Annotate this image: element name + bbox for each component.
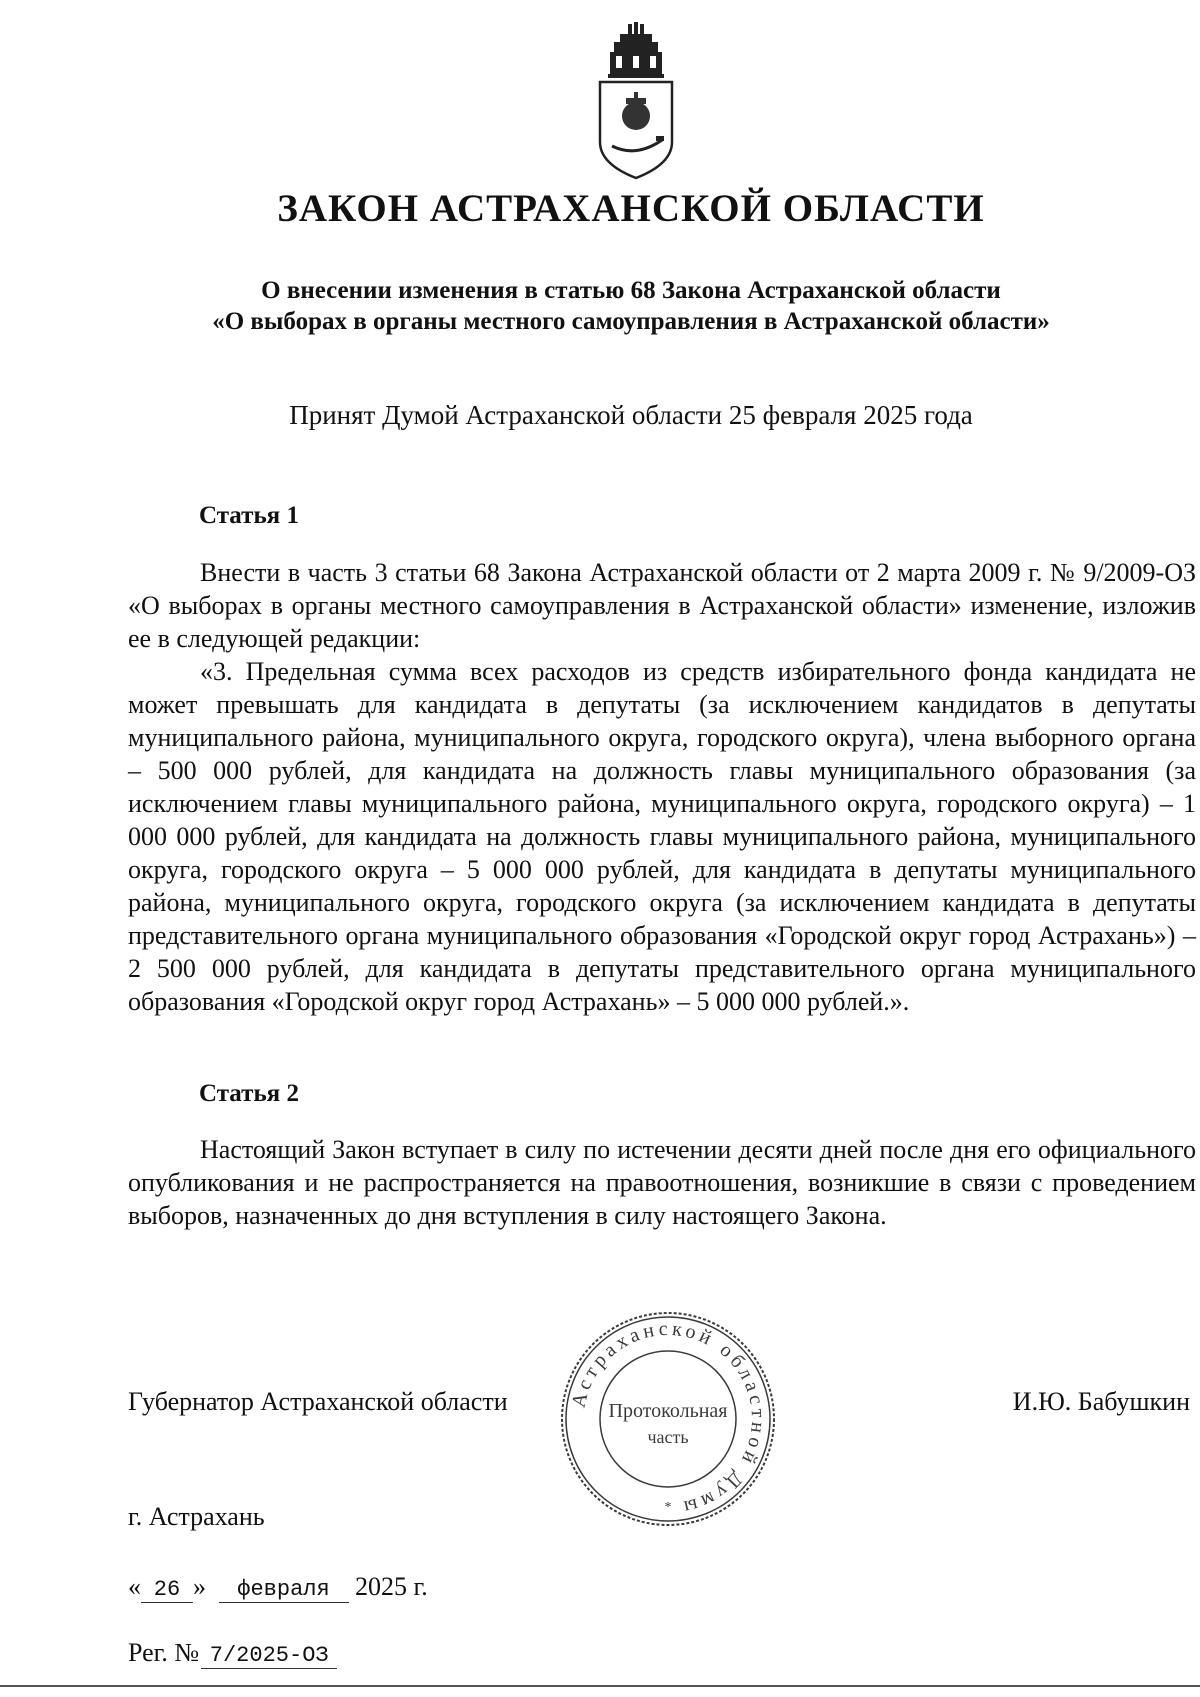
reg-number-value: 7/2025-ОЗ — [201, 1643, 337, 1669]
reg-label: Рег. № — [128, 1638, 200, 1667]
date-day: 26 — [141, 1577, 193, 1603]
registration-number — [128, 1638, 337, 1669]
article-2-heading: Статья 2 — [199, 1080, 299, 1107]
date-month: февраля — [219, 1577, 349, 1603]
governor-label: Губернатор Астраханской области — [128, 1387, 508, 1416]
stamp-center-line-1: Протокольная — [608, 1400, 728, 1422]
page-bottom-rule — [0, 1685, 1200, 1687]
article-1-paragraph-2: «3. Предельная сумма всех расходов из средств избирательного фонда кандидата не может превышать для кандидата в депутаты (за исключением кандидатов в депутаты муниципального района, муниципального округа, городского округа), члена выборного органа – 500 000 рублей, для кандидата на должность главы муниципального образования (за исключением главы муниципального района, муниципального округа, городского округа) – 1 000 000 рублей, для кандидата на должность главы муниципального района, муниципального округа, городского округа – 5 000 000 рублей, для кандидата в депутаты муниципального района, муниципального округа, городского округа (за исключением кандидата в депутаты представительного органа муниципального образования «Городской округ город Астрахань») – 2 500 000 рублей, для кандидата в депутаты представительного органа муниципального образования «Городской округ город Астрахань» – 5 000 000 рублей.». — [128, 657, 1196, 1016]
signatory-name: И.Ю. Бабушкин — [1012, 1387, 1190, 1416]
date-year: 2025 г. — [355, 1572, 428, 1601]
article-2-body — [128, 1133, 1196, 1232]
coat-of-arms-emblem — [590, 22, 682, 180]
stamp-ring-text: Астраханской областной Думы — [567, 1317, 770, 1520]
article-1-heading: Статья 1 — [199, 502, 299, 529]
crown-icon — [608, 22, 664, 78]
date-close-quote: » — [193, 1572, 206, 1601]
article-1-paragraph-1: Внести в часть 3 статьи 68 Закона Астраханской области от 2 марта 2009 г. № 9/2009-ОЗ «О выборах в органы местного самоуправления в Астраханской области» изменение, изложив ее в следующей редакции: — [128, 558, 1196, 653]
adoption-line: Принят Думой Астраханской области 25 февраля 2025 года — [289, 400, 973, 430]
official-stamp — [556, 1307, 780, 1531]
stamp-star: * — [664, 1500, 672, 1515]
stamp-center-line-2: часть — [647, 1427, 689, 1447]
law-subtitle-line-2: «О выборах в органы местного самоуправления в Астраханской области» — [212, 308, 1050, 335]
date-open-quote: « — [128, 1572, 141, 1601]
city-label: г. Астрахань — [128, 1502, 265, 1531]
article-2-paragraph-1: Настоящий Закон вступает в силу по истечении десяти дней после дня его официального опубликования и не распространяется на правоотношения, возникшие в связи с проведением выборов, назначенных до дня вступления в силу настоящего Закона. — [128, 1135, 1196, 1230]
law-subtitle-line-1: О внесении изменения в статью 68 Закона Астраханской области — [261, 277, 1001, 304]
article-1-body — [128, 556, 1196, 1018]
signing-date — [128, 1572, 428, 1603]
document-title: ЗАКОН АСТРАХАНСКОЙ ОБЛАСТИ — [277, 187, 985, 230]
